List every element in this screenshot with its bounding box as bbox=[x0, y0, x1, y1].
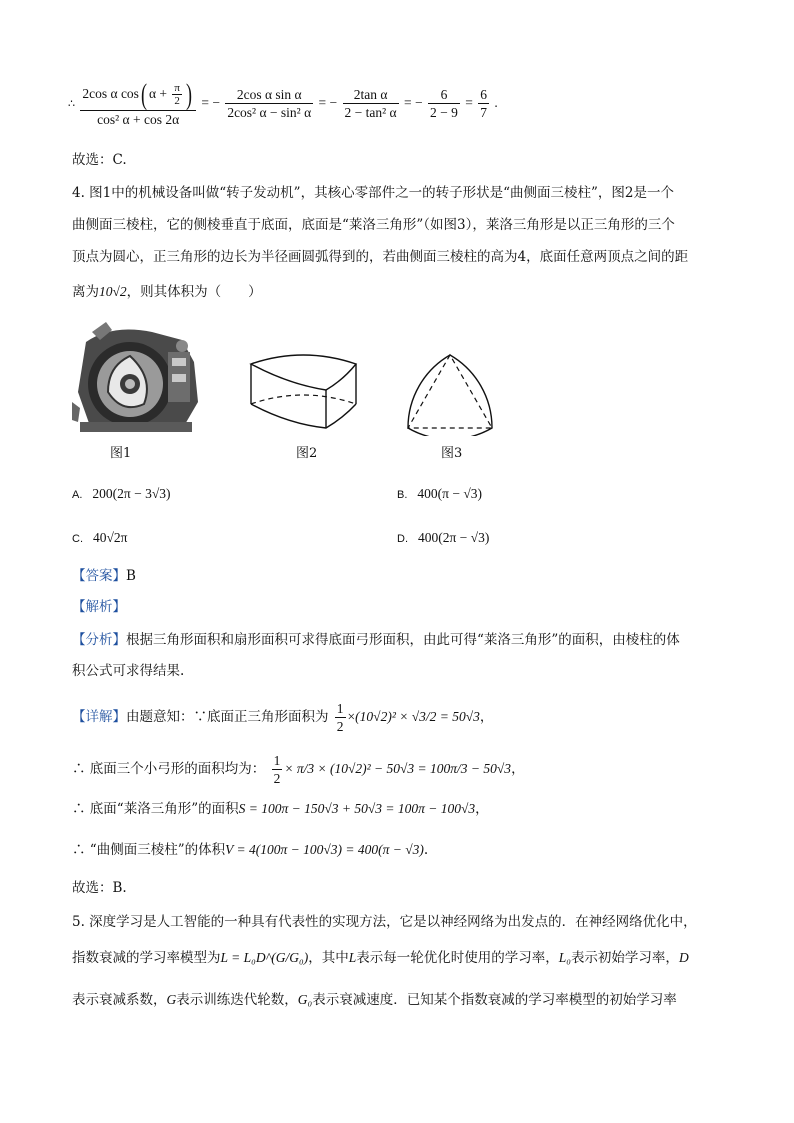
option-d[interactable]: D. 400(2π − √3) bbox=[397, 530, 490, 545]
analysis-tag: 【分析】 bbox=[72, 632, 126, 648]
analysis-line-1: 【分析】根据三角形面积和扇形面积可求得底面弓形面积，由此可得“莱洛三角形”的面积，由棱柱的体 bbox=[72, 632, 680, 648]
q5-line-3: 表示衰减系数，G表示训练迭代轮数，G₀表示衰减速度．已知某个指数衰减的学习率模型的初始学习率 bbox=[72, 992, 677, 1008]
detail-tag: 【详解】 bbox=[72, 709, 126, 725]
therefore-symbol: ∴ bbox=[68, 97, 75, 110]
figure-2-caption: 图2 bbox=[296, 446, 318, 461]
detail-line-4: ∴ “曲侧面三棱柱”的体积V = 4(100π − 100√3) = 400(π − √3). bbox=[72, 842, 429, 858]
detail-line-2: ∴ 底面三个小弓形的面积均为： $\frac{1}{2}$ × π/3 × (10√2)² − 50√3 = 100π/3 − 50√3， bbox=[72, 753, 525, 786]
fraction-2: $\frac{\text{2cos α sin α}}{\text{2cos² α − sin² α}}$ bbox=[227, 87, 312, 121]
figure-2-prism-diagram bbox=[248, 352, 363, 432]
fraction-3: $\frac{\text{2tan α}}{\text{2 − tan² α}}$ bbox=[344, 87, 397, 121]
fraction-1: 2cos α cos( α + $\frac{\pi}{2}$ ) cos² α + cos 2α bbox=[80, 80, 196, 128]
q4-line-1: 4. 图1中的机械设备叫做“转子发动机”，其核心零部件之一的转子形状是“曲侧面三棱柱”，图2是一个 bbox=[72, 185, 674, 201]
answer-line: 【答案】B bbox=[72, 568, 136, 584]
first-formula: ∴ 2cos α cos( α + $\frac{\pi}{2}$ ) cos² α + cos 2α = − $\frac{\text{2cos α sin α}}{\text{2cos² α − sin² α}}$ = − $\frac{\text{2tan α}}{\text{2 − tan² α}}$ = − $\frac{6}{2 - 9}$ = $\frac{6}{7}$ . bbox=[68, 77, 498, 127]
q4-line-4: 离为10√2，则其体积为（ ） bbox=[72, 284, 262, 300]
option-a[interactable]: A. 200(2π − 3√3) bbox=[72, 486, 171, 501]
q4-line-3: 顶点为圆心，正三角形的边长为半径画圆弧得到的，若曲侧面三棱柱的高为4，底面任意两顶点之间的距 bbox=[72, 249, 689, 265]
previous-answer: 故选：C. bbox=[72, 152, 127, 168]
option-c[interactable]: C. 40√2π bbox=[72, 530, 128, 545]
figure-3-reuleaux-triangle-diagram bbox=[404, 352, 496, 436]
analysis-label: 【解析】 bbox=[72, 599, 126, 615]
q4-line-2: 曲侧面三棱柱，它的侧棱垂直于底面，底面是“莱洛三角形”（如图3），莱洛三角形是以正三角形的三个 bbox=[72, 217, 675, 233]
option-b[interactable]: B. 400(π − √3) bbox=[397, 486, 482, 501]
learning-rate-formula: L = L₀D^(G/G₀) bbox=[220, 950, 309, 965]
answer-label: 【答案】 bbox=[72, 568, 126, 584]
distance-value: 10√2 bbox=[99, 284, 127, 299]
analysis-line-2: 积公式可求得结果. bbox=[72, 663, 185, 679]
fraction-5: $\frac{6}{7}$ bbox=[480, 87, 487, 121]
detail-line-1: 【详解】由题意知：∵底面正三角形面积为 $\frac{1}{2}$ ×(10√2)² × √3/2 = 50√3， bbox=[72, 701, 494, 734]
q5-line-1: 5. 深度学习是人工智能的一种具有代表性的实现方法，它是以神经网络为出发点的．在神经网络优化中， bbox=[72, 914, 697, 930]
q5-line-2: 指数衰减的学习率模型为L = L₀D^(G/G₀)，其中L表示每一轮优化时使用的学习率，L₀表示初始学习率，D bbox=[72, 950, 689, 966]
q4-final-answer: 故选：B. bbox=[72, 880, 127, 896]
detail-line-3: ∴ 底面“莱洛三角形”的面积S = 100π − 150√3 + 50√3 = 100π − 100√3， bbox=[72, 801, 489, 817]
figure-3-caption: 图3 bbox=[441, 446, 463, 461]
figure-1-rotary-engine-image bbox=[72, 322, 204, 438]
fraction-4: $\frac{6}{2 - 9}$ bbox=[430, 87, 458, 121]
figure-1-caption: 图1 bbox=[110, 446, 132, 461]
